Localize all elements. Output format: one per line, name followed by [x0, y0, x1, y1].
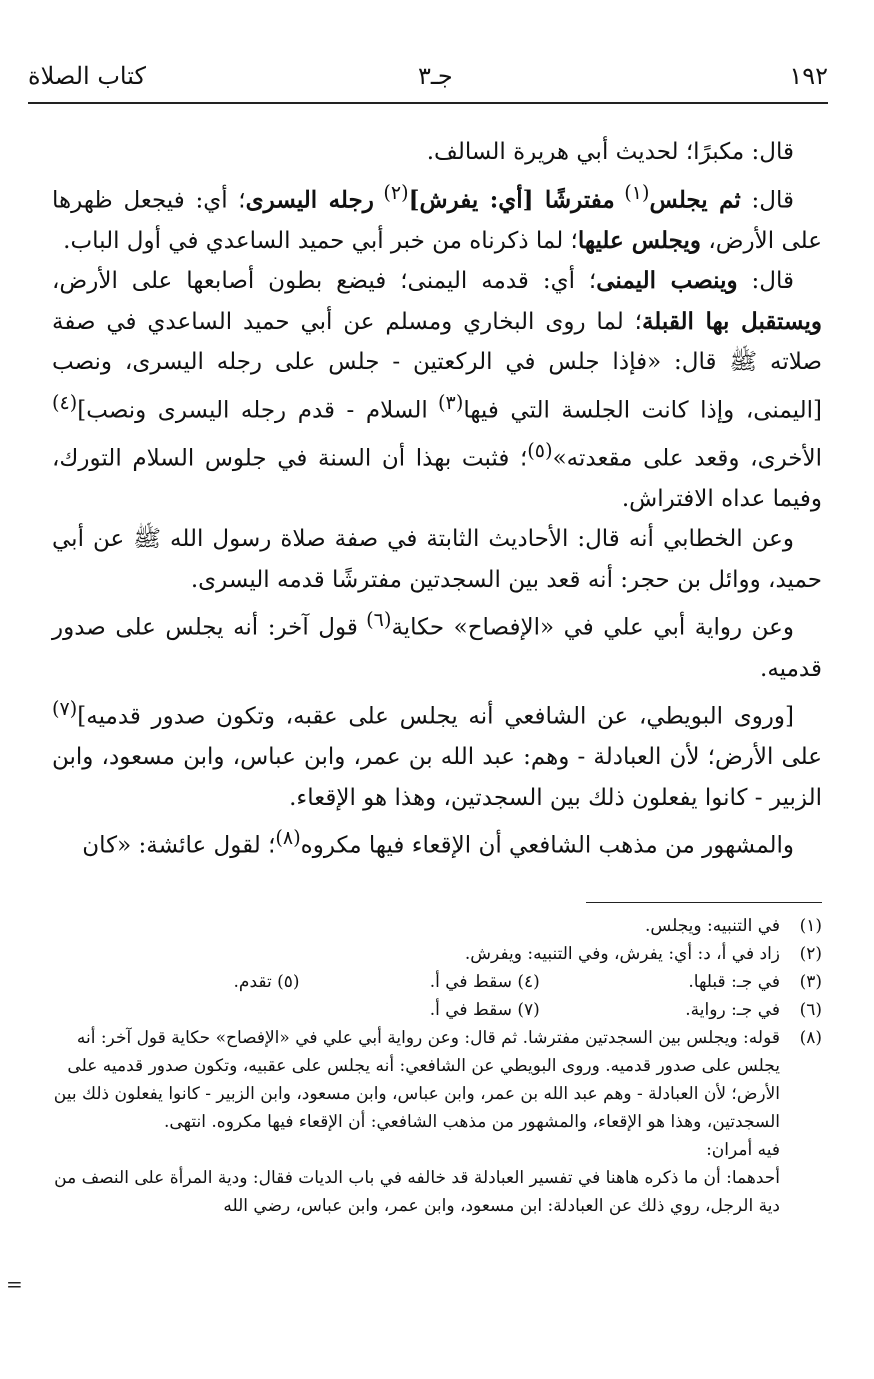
continuation-mark: = — [6, 1272, 23, 1296]
footnote-8: (٨) قوله: ويجلس بين السجدتين مفترشا. ثم قال: وعن رواية أبي علي في «الإفصاح» حكاية قول آخر: أنه يجلس على صدور قدميه. وروى البويطي عن الشافعي: أنه يجلس على عقبيه، وتكون صدور قدميه على الأرض؛ لأن العبادلة - وهم عبد الله بن عمر، وابن عباس، وابن مسعود، وابن الزبير - كانوا يفعلون ذلك بين السجدتين، وهذا هو الإقعاء، والمشهور من مذهب الشافعي: أن الإقعاء فيها مكروه. انتهى. — [53, 1028, 822, 1132]
paragraph-4: وعن الخطابي أنه قال: الأحاديث الثابتة في صفة صلاة رسول الله ﷺ عن أبي حميد، ووائل بن حجر: أنه قعد بين السجدتين مفترشًا قدمه اليسرى. — [52, 526, 822, 593]
footnote-1: (١) في التنبيه: ويجلس. — [645, 916, 822, 936]
book-title: كتاب الصلاة — [28, 62, 146, 90]
paragraph-7: والمشهور من مذهب الشافعي أن الإقعاء فيها مكروه$^{(٨)}$؛ لقول عائشة: «كان — [82, 826, 794, 859]
footnote-ref: (٢) — [373, 180, 409, 204]
volume-label: جـ٣ — [418, 62, 453, 90]
footnote-3-5: (٣) في جـ: قبلها. (٤) سقط في أ. (٥) تقدم. — [233, 972, 822, 992]
footnote-ref: (٥) — [527, 438, 553, 462]
footnote-ref: (١) — [614, 180, 650, 204]
page-header — [28, 62, 828, 102]
main-text — [52, 132, 822, 866]
paragraph-1: قال: مكبرًا؛ لحديث أبي هريرة السالف. — [426, 139, 794, 165]
footnote-6-7: (٦) في جـ: رواية. (٧) سقط في أ. — [429, 1000, 822, 1020]
header-rule — [28, 102, 828, 104]
footnotes — [52, 912, 822, 1220]
paragraph-2: قال: ثم يجلس$^{(١)}$ مفترشًا [أي: يفرش]$^{(٢)}$ رجله اليسرى؛ أي: فيجعل ظهرها على الأرض، ويجلس عليها؛ لما ذكرناه من خبر أبي حميد الساعدي في أول الباب. — [52, 180, 822, 254]
paragraph-3: قال: وينصب اليمنى؛ أي: قدمه اليمنى؛ فيضع بطون أصابعها على الأرض، ويستقبل بها القبلة؛ لما روى البخاري ومسلم عن أبي حميد الساعدي في صفة صلاته ﷺ قال: «فإذا جلس في الركعتين - جلس على رجله اليسرى، ونصب [اليمنى، وإذا كانت الجلسة التي فيها$^{(٣)}$ السلام - قدم رجله اليسرى ونصب]$^{(٤)}$ الأخرى، وقعد على مقعدته»$^{(٥)}$؛ فثبت بهذا أن السنة في جلوس السلام التورك، وفيما عداه الافتراش. — [52, 267, 823, 512]
footnote-8-fih: فيه أمران: — [706, 1140, 780, 1160]
footnote-ref: (٨) — [275, 826, 301, 850]
footnote-ref: (٦) — [357, 608, 392, 632]
footnote-8-first: أحدهما: أن ما ذكره هاهنا في تفسير العبادلة قد خالفه في باب الديات فقال: ودية المرأة على النصف من دية الرجل، روي ذلك عن العبادلة: ابن مسعود، وابن عمر، وابن عباس، رضي الله — [54, 1168, 780, 1216]
footnote-ref: (٧) — [52, 697, 78, 721]
paragraph-6: [وروى البويطي، عن الشافعي أنه يجلس على عقبه، وتكون صدور قدميه]$^{(٧)}$ على الأرض؛ لأن العبادلة - وهم: عبد الله بن عمر، وابن عباس، وابن مسعود، وابن الزبير - كانوا يفعلون ذلك بين السجدتين، وهذا هو الإقعاء. — [52, 697, 822, 811]
page-number: ١٩٢ — [789, 62, 828, 90]
footnote-ref: (٤) — [52, 390, 78, 414]
footnote-separator — [586, 902, 822, 903]
footnote-2: (٢) زاد في أ، د: أي: يفرش، وفي التنبيه: ويفرش. — [464, 944, 822, 964]
footnote-ref: (٣) — [427, 390, 464, 414]
paragraph-5: وعن رواية أبي علي في «الإفصاح» حكاية$^{(٦)}$ قول آخر: أنه يجلس على صدور قدميه. — [52, 608, 822, 682]
